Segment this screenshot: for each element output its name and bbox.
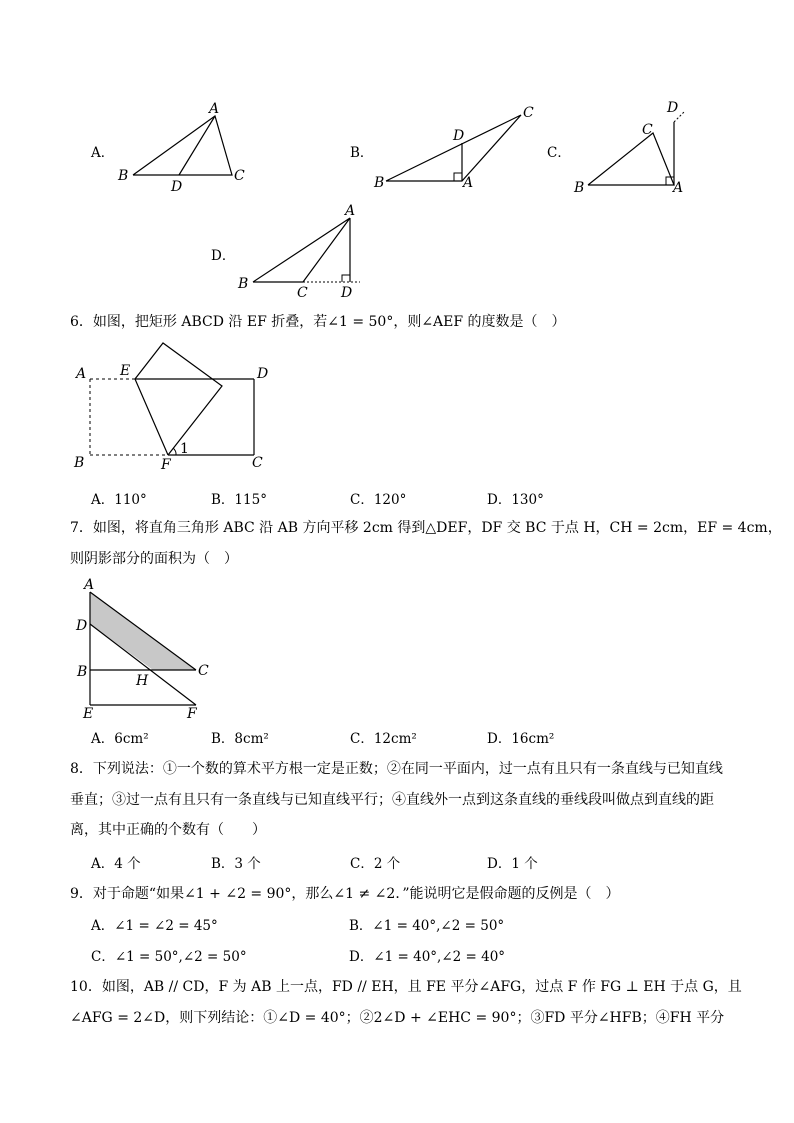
- q5b-point-c: C: [523, 105, 534, 121]
- q9-option-a: A．∠1 = ∠2 = 45°: [91, 918, 218, 934]
- q5-option-a-label: A．: [91, 145, 115, 161]
- q8-line-3: 离，其中正确的个数有（ ）: [70, 822, 266, 838]
- q8-line-2: 垂直；③过一点有且只有一条直线与已知直线平行；④直线外一点到这条直线的垂线段叫做点到直线的距: [70, 792, 714, 808]
- q7-option-a: A．6cm²: [91, 731, 149, 747]
- q7-option-b: B．8cm²: [211, 731, 269, 747]
- q6-option-b: B．115°: [211, 492, 267, 508]
- q9-option-d: D．∠1 = 40°,∠2 = 40°: [349, 949, 506, 965]
- q7-option-c: C．12cm²: [350, 731, 417, 747]
- q6-option-c: C．120°: [350, 492, 407, 508]
- q5-option-d-label: D．: [211, 248, 236, 264]
- q9-option-c: C．∠1 = 50°,∠2 = 50°: [91, 949, 247, 965]
- q6-point-d: D: [257, 366, 269, 382]
- q5a-point-c: C: [234, 168, 245, 184]
- q7-option-d: D．16cm²: [487, 731, 555, 747]
- q6-option-d: D．130°: [487, 492, 544, 508]
- q5c-point-d: D: [667, 100, 679, 116]
- q7-point-c: C: [198, 663, 209, 679]
- q5d-point-b: B: [238, 276, 249, 292]
- q5b-point-b: B: [374, 175, 385, 191]
- q8-option-c: C．2 个: [350, 856, 401, 872]
- q6-point-b: B: [74, 455, 85, 471]
- q5c-point-b: B: [574, 180, 585, 196]
- q5b-point-d: D: [453, 128, 465, 144]
- q7-stem: 7．如图，将直角三角形 ABC 沿 AB 方向平移 2cm 得到△DEF，DF 交 BC 于点 H，CH = 2cm，EF = 4cm，: [70, 520, 782, 536]
- q6-stem: 6．如图，把矩形 ABCD 沿 EF 折叠，若∠1 = 50°，则∠AEF 的度数是（ ）: [70, 314, 566, 330]
- q5-option-c-label: C．: [547, 145, 571, 161]
- q5a-point-d: D: [171, 179, 183, 195]
- q5d-point-a: A: [345, 203, 356, 219]
- q5c-point-a: A: [673, 180, 684, 196]
- q7-point-d: D: [76, 618, 88, 634]
- q6-point-e: E: [120, 363, 131, 379]
- q7-point-b: B: [77, 664, 88, 680]
- q6-option-a: A．110°: [91, 492, 147, 508]
- q9-stem: 9．对于命题“如果∠1 + ∠2 = 90°，那么∠1 ≠ ∠2．”能说明它是假命题的反例是（ ）: [70, 886, 620, 902]
- q5c-point-c: C: [642, 122, 653, 138]
- q7-point-f: F: [187, 706, 197, 722]
- q8-option-b: B．3 个: [211, 856, 261, 872]
- q7-point-e: E: [83, 706, 94, 722]
- q5d-point-c: C: [297, 285, 308, 301]
- q5d-point-d: D: [341, 285, 353, 301]
- q6-angle-1: 1: [180, 441, 189, 457]
- q6-point-a: A: [76, 366, 87, 382]
- q7-point-h: H: [136, 673, 149, 689]
- q5a-point-a: A: [209, 101, 220, 117]
- q6-point-c: C: [252, 455, 263, 471]
- q8-line-1: 8．下列说法：①一个数的算术平方根一定是正数；②在同一平面内，过一点有且只有一条直线与已知直线: [70, 761, 723, 777]
- q7-point-a: A: [84, 577, 95, 593]
- q9-option-b: B．∠1 = 40°,∠2 = 50°: [349, 918, 505, 934]
- q8-option-a: A．4 个: [91, 856, 141, 872]
- q10-line-2: ∠AFG = 2∠D，则下列结论：①∠D = 40°；②2∠D + ∠EHC = 90°；③FD 平分∠HFB；④FH 平分: [70, 1010, 725, 1026]
- q8-option-d: D．1 个: [487, 856, 538, 872]
- q5a-point-b: B: [118, 168, 129, 184]
- q10-line-1: 10．如图，AB // CD，F 为 AB 上一点，FD // EH，且 FE 平分∠AFG，过点 F 作 FG ⊥ EH 于点 G，且: [70, 979, 742, 995]
- q5b-point-a: A: [463, 175, 474, 191]
- q6-point-f: F: [161, 457, 171, 473]
- q7-stem-2: 则阴影部分的面积为（ ）: [70, 551, 238, 567]
- q5-option-b-label: B．: [350, 145, 374, 161]
